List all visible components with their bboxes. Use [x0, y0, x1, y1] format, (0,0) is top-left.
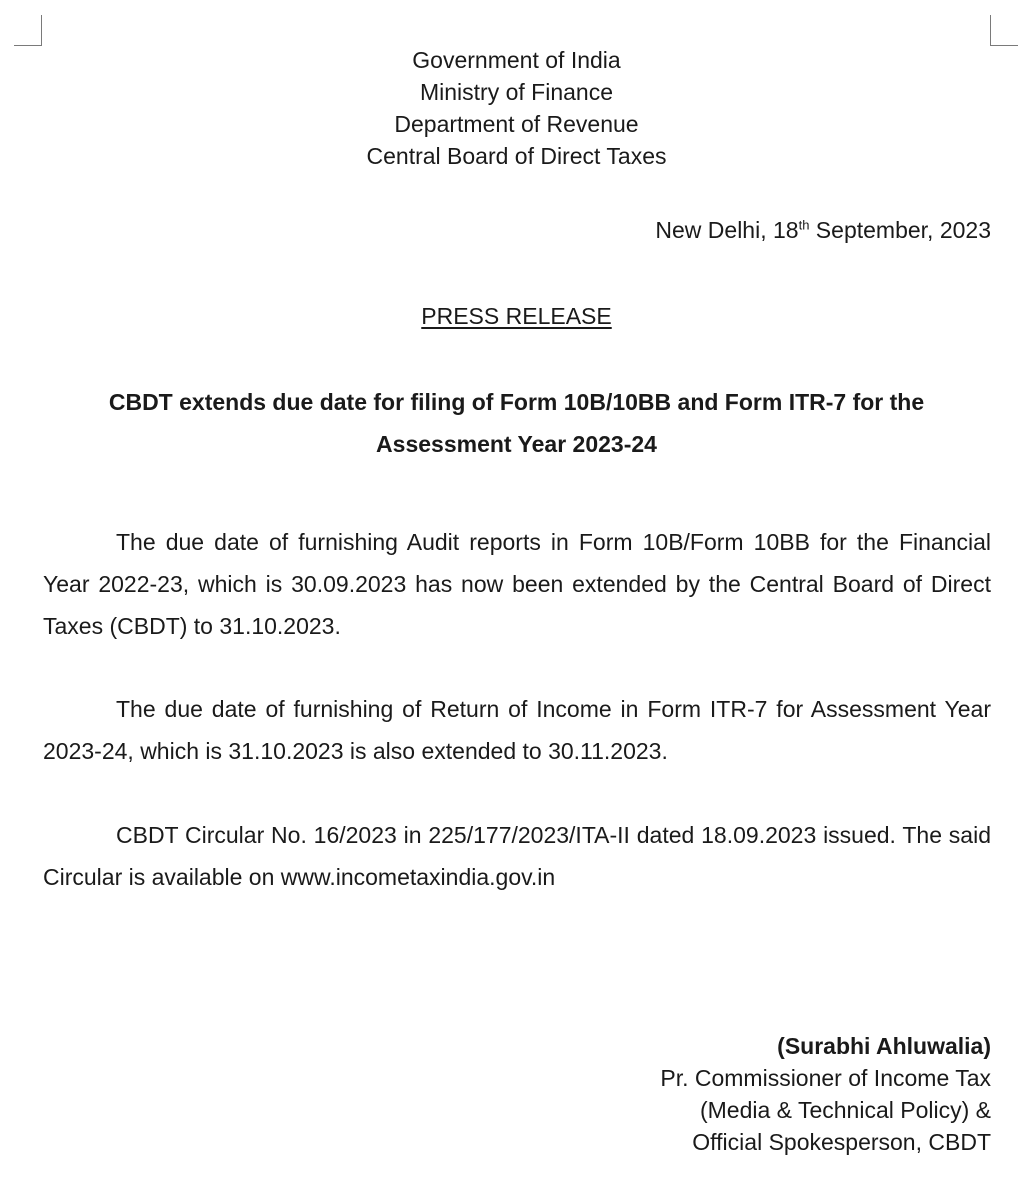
- letterhead: [0, 44, 1033, 172]
- dateline-place-day: New Delhi, 18: [655, 217, 799, 243]
- signatory-title-3: Official Spokesperson, CBDT: [692, 1129, 991, 1155]
- press-release-label: PRESS RELEASE: [421, 303, 612, 329]
- letterhead-ministry: Ministry of Finance: [419, 79, 613, 105]
- body-paragraph-3: CBDT Circular No. 16/2023 in 225/177/2023/ITA-II dated 18.09.2023 issued. The said Circular is available on www.incometaxindia.gov.in: [43, 822, 991, 890]
- signatory-title-2: (Media & Technical Policy) &: [699, 1097, 991, 1123]
- letterhead-department: Department of Revenue: [394, 111, 639, 137]
- dateline-ordinal-suffix: th: [798, 217, 810, 233]
- body-paragraph-1: The due date of furnishing Audit reports in Form 10B/Form 10BB for the Financial Year 2022-23, which is 30.09.2023 has now been extended by the Central Board of Direct Taxes (CBDT) to 31.10.2023.: [43, 529, 991, 639]
- dateline: [655, 214, 991, 246]
- crop-mark-top-left: [14, 15, 42, 46]
- letterhead-government: Government of India: [412, 47, 621, 73]
- letterhead-board: Central Board of Direct Taxes: [366, 143, 667, 169]
- headline: CBDT extends due date for filing of Form 10B/10BB and Form ITR-7 for the Assessment Year 2023-24: [108, 389, 925, 457]
- signatory-name: (Surabhi Ahluwalia): [777, 1033, 991, 1059]
- crop-mark-top-right: [990, 15, 1018, 46]
- dateline-month-year: September, 2023: [809, 217, 991, 243]
- signature-block: [660, 1030, 991, 1158]
- signatory-title-1: Pr. Commissioner of Income Tax: [660, 1065, 991, 1091]
- body-paragraph-2: The due date of furnishing of Return of Income in Form ITR-7 for Assessment Year 2023-24, which is 31.10.2023 is also extended to 30.11.2023.: [43, 696, 991, 764]
